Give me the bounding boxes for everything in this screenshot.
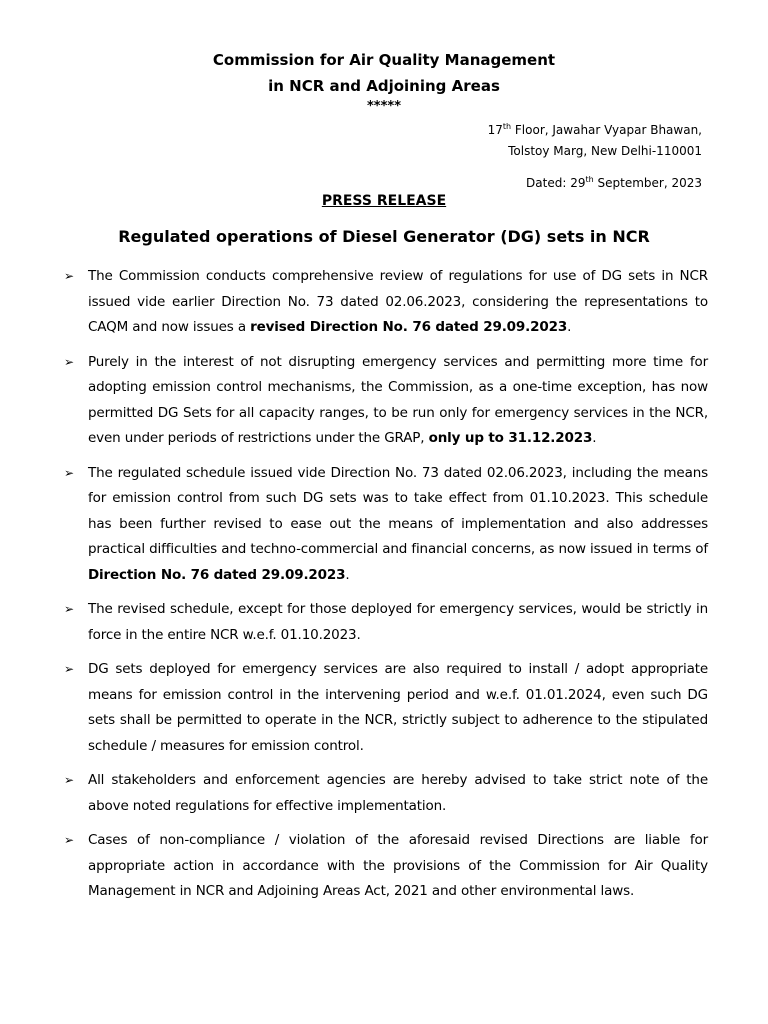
date-day: Dated: 29 <box>526 176 586 190</box>
arrow-bullet-icon: ➢ <box>64 662 74 676</box>
list-item <box>60 768 708 819</box>
bullet-text-end: . <box>567 319 572 335</box>
address-line2: Tolstoy Marg, New Delhi-110001 <box>508 144 702 158</box>
arrow-bullet-icon: ➢ <box>64 773 74 787</box>
address-floor-suffix: th <box>502 122 512 131</box>
bullet-bold-text: only up to 31.12.2023 <box>428 430 593 446</box>
org-name-line1: Commission for Air Quality Management <box>212 51 556 69</box>
list-item <box>60 350 708 452</box>
arrow-bullet-icon: ➢ <box>64 354 74 369</box>
bullet-text: DG sets deployed for emergency services are also required to install / adopt appropriate means for emission control in the intervening period and w.e.f. 01.01.2024, even such DG sets shall be permitted to operate in the NCR, strictly subject to adherence to the stipulated schedule / measures for emission control. <box>88 661 708 754</box>
bullet-list <box>60 264 708 914</box>
list-item <box>60 461 708 589</box>
bullet-bold-text: revised Direction No. 76 dated 29.09.2023 <box>250 319 568 335</box>
list-item <box>60 828 708 905</box>
bullet-text: All stakeholders and enforcement agencies are hereby advised to take strict note of the above noted regulations for effective implementation. <box>88 772 708 814</box>
list-item <box>60 597 708 648</box>
bullet-text: The revised schedule, except for those deployed for emergency services, would be strictly in force in the entire NCR w.e.f. 01.10.2023. <box>88 601 708 643</box>
headline: Regulated operations of Diesel Generator (DG) sets in NCR <box>118 227 650 246</box>
list-item <box>60 264 708 341</box>
org-name-line2: in NCR and Adjoining Areas <box>268 77 500 95</box>
arrow-bullet-icon: ➢ <box>64 602 74 616</box>
date-month-year: September, 2023 <box>593 176 702 190</box>
bullet-text-end: . <box>592 430 597 446</box>
arrow-bullet-icon: ➢ <box>64 269 74 283</box>
address-building: Floor, Jawahar Vyapar Bhawan, <box>511 123 702 137</box>
list-item <box>60 657 708 759</box>
arrow-bullet-icon: ➢ <box>64 465 74 480</box>
header-stars: ***** <box>367 99 401 114</box>
bullet-text: Purely in the interest of not disrupting emergency services and permitting more time for adopting emission control mechanisms, the Commission, as a one-time exception, has now permitted DG Sets for all capacity ranges, to be run only for emergency services in the NCR, even under periods of restrictions under the GRAP, <box>88 353 708 446</box>
address-line1 <box>488 122 702 137</box>
date-line <box>526 175 702 190</box>
bullet-text-end: . <box>345 566 350 583</box>
bullet-bold-text: Direction No. 76 dated 29.09.2023 <box>88 566 346 583</box>
date-day-suffix: th <box>585 175 594 184</box>
arrow-bullet-icon: ➢ <box>64 833 74 847</box>
bullet-text: The regulated schedule issued vide Direction No. 73 dated 02.06.2023, including the means for emission control from such DG sets was to take effect from 01.10.2023. This schedule has been further revised to ease out the means of implementation and also addresses practical difficulties and techno-commercial and financial concerns, as now issued in terms of <box>88 464 708 557</box>
bullet-text: Cases of non-compliance / violation of the aforesaid revised Directions are liable for appropriate action in accordance with the provisions of the Commission for Air Quality Management in NCR and Adjoining Areas Act, 2021 and other environmental laws. <box>88 832 708 899</box>
address-floor-number: 17 <box>487 123 503 137</box>
bullet-text: The Commission conducts comprehensive review of regulations for use of DG sets in NCR issued vide earlier Direction No. 73 dated 02.06.2023, considering the representations to CAQM and now issues a <box>88 268 708 335</box>
press-release-title: PRESS RELEASE <box>321 193 447 209</box>
